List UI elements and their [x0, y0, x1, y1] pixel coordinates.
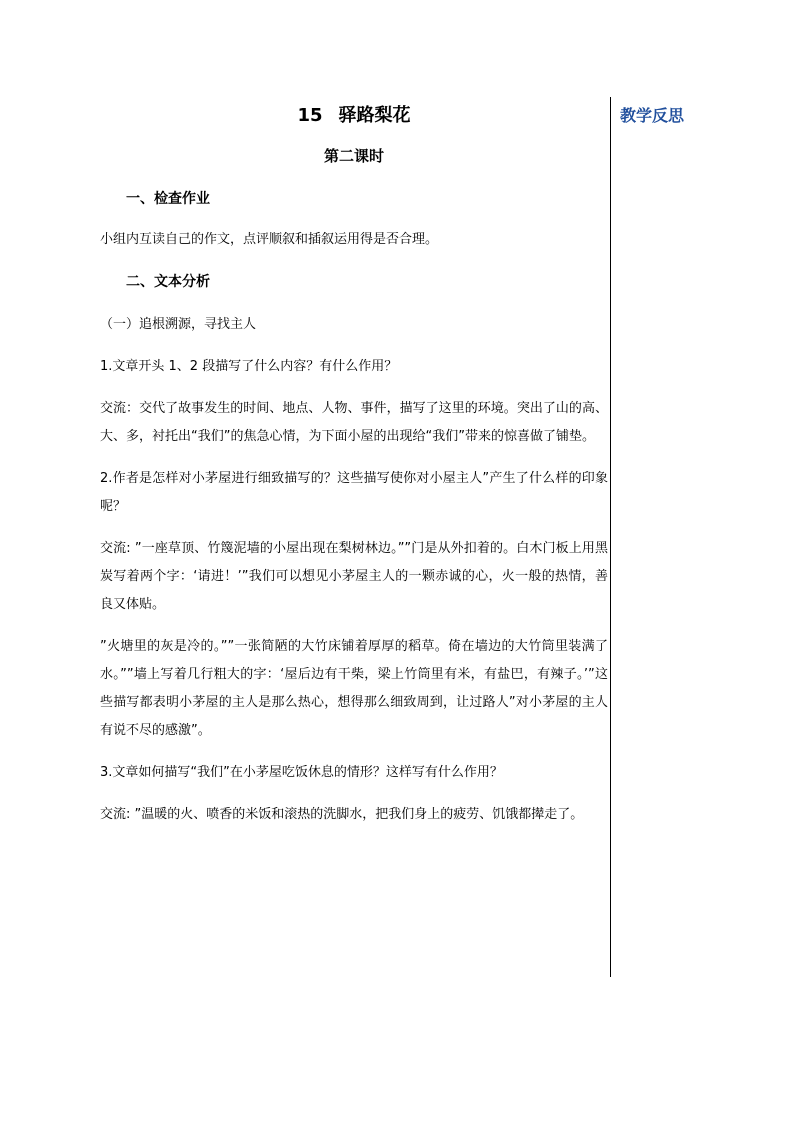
- column-divider: [610, 97, 611, 977]
- answer-1: 交流：交代了故事发生的时间、地点、人物、事件，描写了这里的环境。突出了山的高、大、多，衬托出“我们”的焦急心情，为下面小屋的出现给“我们”带来的惊喜做了铺垫。: [100, 401, 608, 444]
- subsection-heading: （一）追根溯源，寻找主人: [100, 317, 257, 332]
- answer-2b: ”火塘里的灰是冷的。””一张简陋的大竹床铺着厚厚的稻草。倚在墙边的大竹筒里装满了水。””墙上写着几行粗大的字：‘屋后边有干柴，梁上竹筒里有米，有盐巴，有辣子。’”这些描写都表明小茅屋的主人是那么热心，想得那么细致周到，让过路人”对小茅屋的主人有说不尽的感激”。: [100, 639, 608, 738]
- page-title: [100, 104, 608, 128]
- analysis-body: [100, 311, 608, 829]
- section-heading-homework: 一、检查作业: [126, 191, 210, 207]
- homework-text: 小组内互读自己的作文，点评顺叙和插叙运用得是否合理。: [100, 232, 439, 247]
- section-heading-analysis: 二、文本分析: [126, 274, 210, 290]
- lesson-body: [100, 226, 608, 254]
- lesson-subtitle: 第二课时: [323, 147, 384, 165]
- lesson-title: 驿路梨花: [338, 105, 411, 126]
- answer-2a: 交流: ”一座草顶、竹篾泥墙的小屋出现在梨树林边。””门是从外扣着的。白木门板上用黑炭写着两个字：‘请进！’”我们可以想见小茅屋主人的一颗赤诚的心，火一般的热情，善良又体贴。: [100, 541, 608, 612]
- question-2: 2.作者是怎样对小茅屋进行细致描写的？这些描写使你对小屋主人”产生了什么样的印象呢？: [100, 471, 608, 514]
- teaching-reflection-title: 教学反思: [620, 106, 685, 125]
- question-3: 3.文章如何描写“我们”在小茅屋吃饭休息的情形？这样写有什么作用？: [100, 765, 503, 780]
- question-1: 1.文章开头 1、2 段描写了什么内容？有什么作用？: [100, 359, 398, 374]
- answer-3: 交流: ”温暖的火、喷香的米饭和滚热的洗脚水，把我们身上的疲劳、饥饿都撵走了。: [100, 807, 584, 822]
- lesson-number: 15: [297, 105, 323, 126]
